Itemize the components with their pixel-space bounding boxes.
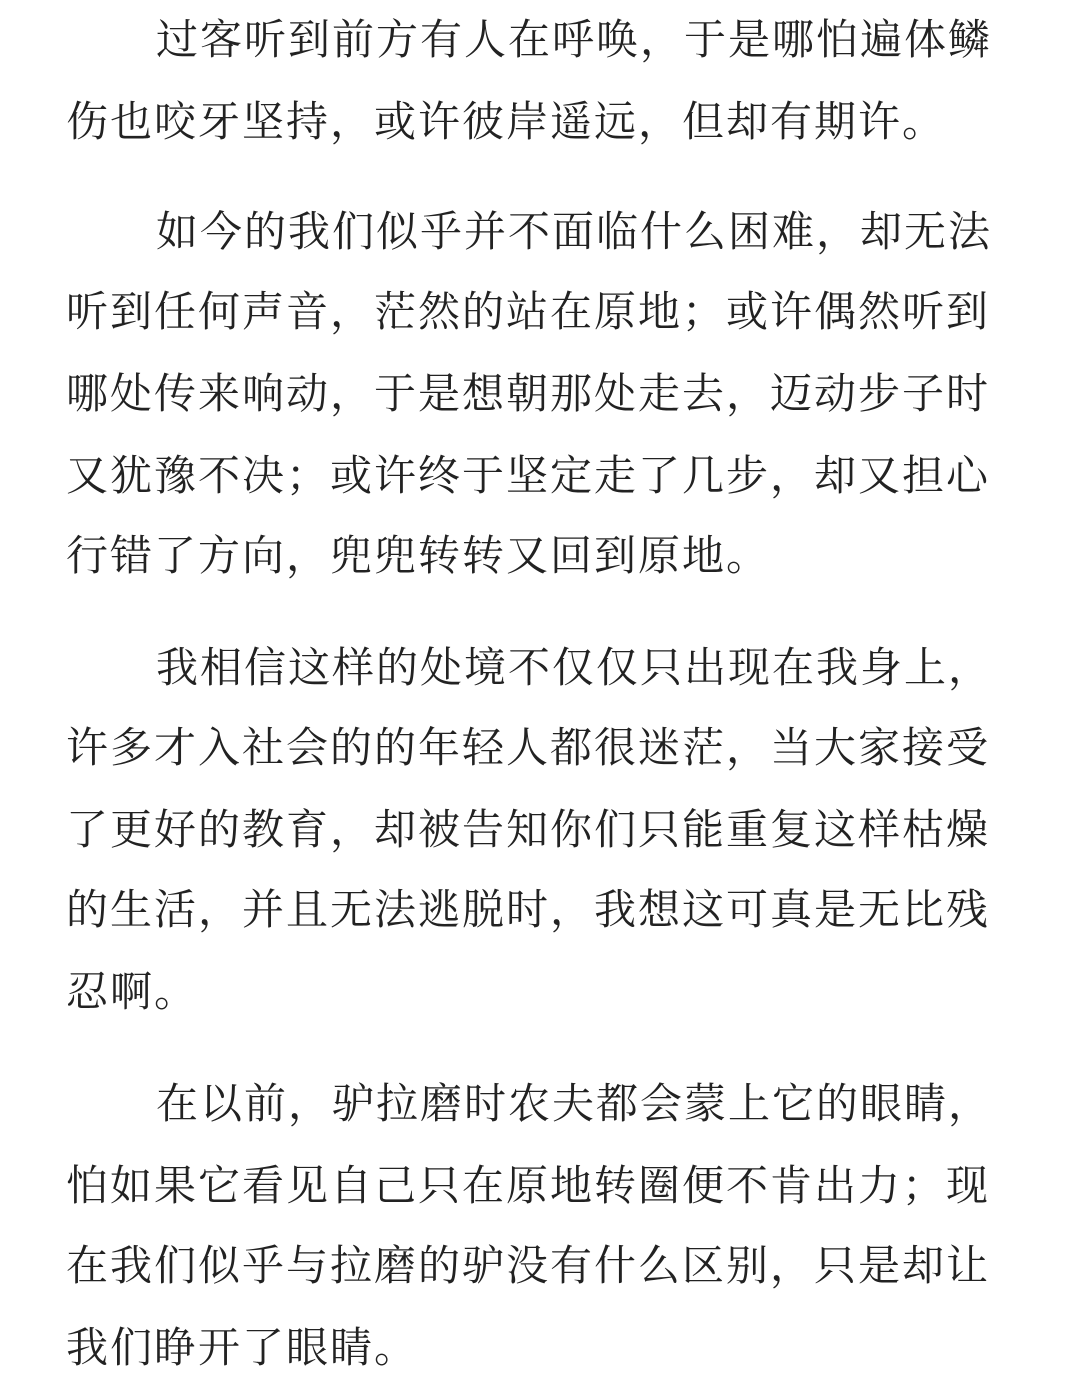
paragraph-line: 怕如果它看见自己只在原地转圈便不肯出力；现 (66, 1161, 991, 1210)
paragraph-line: 我们睁开了眼睛。 (66, 1323, 419, 1372)
paragraph-line: 哪处传来响动，于是想朝那处走去，迈动步子时 (66, 369, 991, 418)
paragraph-line: 伤也咬牙坚持，或许彼岸遥远，但却有期许。 (66, 97, 947, 146)
paragraph-line: 许多才入社会的的年轻人都很迷茫，当大家接受 (66, 723, 991, 772)
paragraph-line: 的生活，并且无法逃脱时，我想这可真是无比残 (66, 885, 991, 934)
paragraph-line: 如今的我们似乎并不面临什么困难，却无法 (156, 207, 993, 256)
paragraph-line: 在我们似乎与拉磨的驴没有什么区别，只是却让 (66, 1241, 991, 1290)
paragraph-line: 过客听到前方有人在呼唤，于是哪怕遍体鳞 (156, 15, 993, 64)
paragraph-line: 听到任何声音，茫然的站在原地；或许偶然听到 (66, 287, 991, 336)
paragraph-line: 我相信这样的处境不仅仅只出现在我身上， (156, 643, 993, 692)
paragraph-line: 了更好的教育，却被告知你们只能重复这样枯燥 (66, 805, 991, 854)
paragraph-line: 又犹豫不决；或许终于坚定走了几步，却又担心 (66, 451, 991, 500)
paragraph-line: 行错了方向，兜兜转转又回到原地。 (66, 531, 771, 580)
paragraph-line: 忍啊。 (66, 967, 199, 1016)
paragraph-line: 在以前，驴拉磨时农夫都会蒙上它的眼睛， (156, 1079, 993, 1128)
